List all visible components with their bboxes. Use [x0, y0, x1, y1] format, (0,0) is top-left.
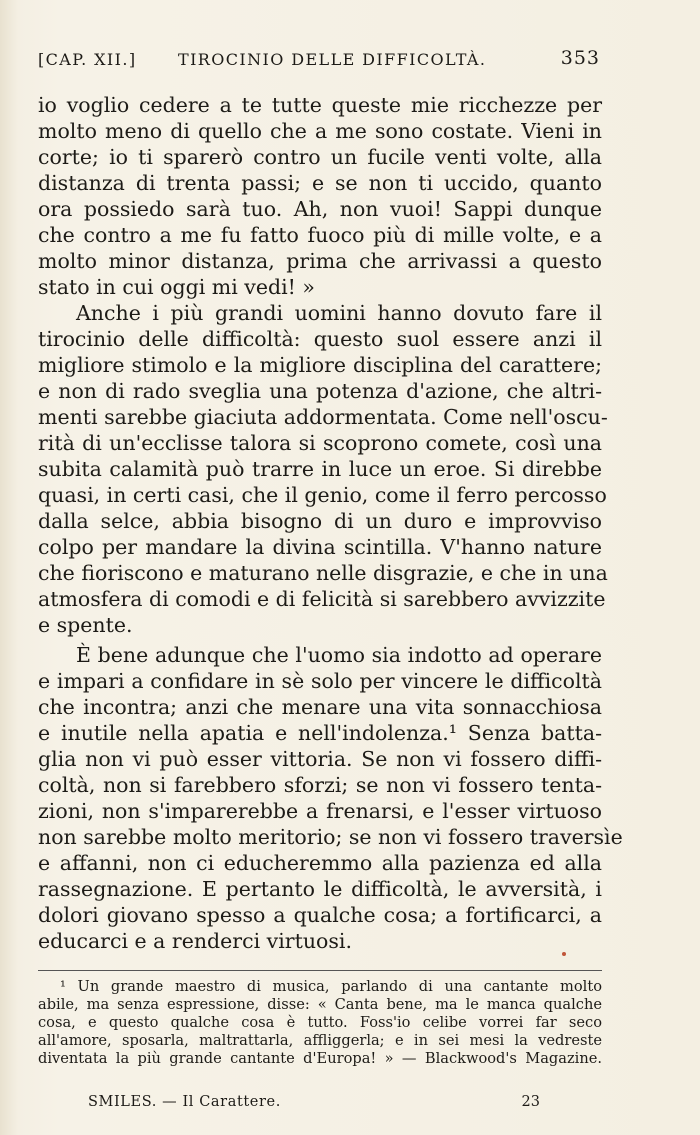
page-number: 353	[560, 47, 600, 69]
text-line: Anche i più grandi uomini hanno dovuto fare il	[76, 301, 602, 325]
text-line: stato in cui oggi mi vedi! »	[38, 275, 315, 299]
text-line: e affanni, non ci educheremmo alla pazienza ed alla	[38, 851, 602, 875]
text-line: e impari a confidare in sè solo per vincere le difficoltà	[38, 669, 602, 693]
footnote-line: abile, ma senza espressione, disse: « Canta bene, ma le manca qualche	[38, 996, 602, 1013]
chapter-label: [CAP. XII.]	[38, 50, 137, 69]
text-line: rità di un'ecclisse talora si scoprono comete, così una	[38, 431, 602, 455]
footnote-line: diventata la più grande cantante d'Europa! » — Blackwood's Magazine.	[38, 1050, 602, 1067]
footnote-rule	[38, 970, 602, 971]
footnote-line: all'amore, sposarla, maltrattarla, affliggerla; e in sei mesi la vedreste	[38, 1032, 602, 1049]
text-line: educarci e a renderci virtuosi.	[38, 929, 352, 953]
text-line: atmosfera di comodi e di felicità si sarebbero avvizzite	[38, 587, 606, 611]
text-line: che fioriscono e maturano nelle disgrazie, e che in una	[38, 561, 608, 585]
footnote-line: cosa, e questo qualche cosa è tutto. Foss'io celibe vorrei far seco	[38, 1014, 602, 1031]
text-line: dalla selce, abbia bisogno di un duro e improvviso	[38, 509, 602, 533]
running-title: TIROCINIO DELLE DIFFICOLTÀ.	[178, 50, 487, 69]
text-line: e inutile nella apatia e nell'indolenza.¹ Senza batta-	[38, 721, 602, 745]
text-line: migliore stimolo e la migliore disciplina del carattere;	[38, 353, 602, 377]
text-line: ora possiedo sarà tuo. Ah, non vuoi! Sappi dunque	[38, 197, 602, 221]
text-line: e spente.	[38, 613, 133, 637]
text-line: tirocinio delle difficoltà: questo suol essere anzi il	[38, 327, 602, 351]
text-line: menti sarebbe giaciuta addormentata. Come nell'oscu-	[38, 405, 608, 429]
text-line: quasi, in certi casi, che il genio, come il ferro percosso	[38, 483, 607, 507]
signature-number: 23	[521, 1094, 540, 1110]
text-line: io voglio cedere a te tutte queste mie ricchezze per	[38, 93, 602, 117]
text-line: che incontra; anzi che menare una vita sonnacchiosa	[38, 695, 602, 719]
text-line: molto minor distanza, prima che arrivassi a questo	[38, 249, 602, 273]
text-line: corte; io ti sparerò contro un fucile venti volte, alla	[38, 145, 602, 169]
text-line: e non di rado sveglia una potenza d'azione, che altri-	[38, 379, 602, 403]
text-line: rassegnazione. E pertanto le difficoltà, le avversità, i	[38, 877, 602, 901]
text-line: dolori giovano spesso a qualche cosa; a fortificarci, a	[38, 903, 602, 927]
text-line: coltà, non si farebbero sforzi; se non vi fossero tenta-	[38, 773, 602, 797]
text-line: molto meno di quello che a me sono costate. Vieni in	[38, 119, 602, 143]
ink-speck	[562, 952, 566, 956]
text-line: subita calamità può trarre in luce un eroe. Si direbbe	[38, 457, 602, 481]
text-line: distanza di trenta passi; e se non ti uccido, quanto	[38, 171, 602, 195]
footnote-line: ¹ Un grande maestro di musica, parlando di una cantante molto	[60, 978, 602, 995]
book-signature: SMILES. — Il Carattere.	[88, 1094, 281, 1110]
text-line: non sarebbe molto meritorio; se non vi fossero traversìe	[38, 825, 623, 849]
text-line: È bene adunque che l'uomo sia indotto ad operare	[76, 643, 602, 667]
text-line: glia non vi può esser vittoria. Se non vi fossero diffi-	[38, 747, 602, 771]
text-line: colpo per mandare la divina scintilla. V'hanno nature	[38, 535, 602, 559]
text-line: che contro a me fu fatto fuoco più di mille volte, e a	[38, 223, 602, 247]
text-line: zioni, non s'imparerebbe a frenarsi, e l'esser virtuoso	[38, 799, 602, 823]
